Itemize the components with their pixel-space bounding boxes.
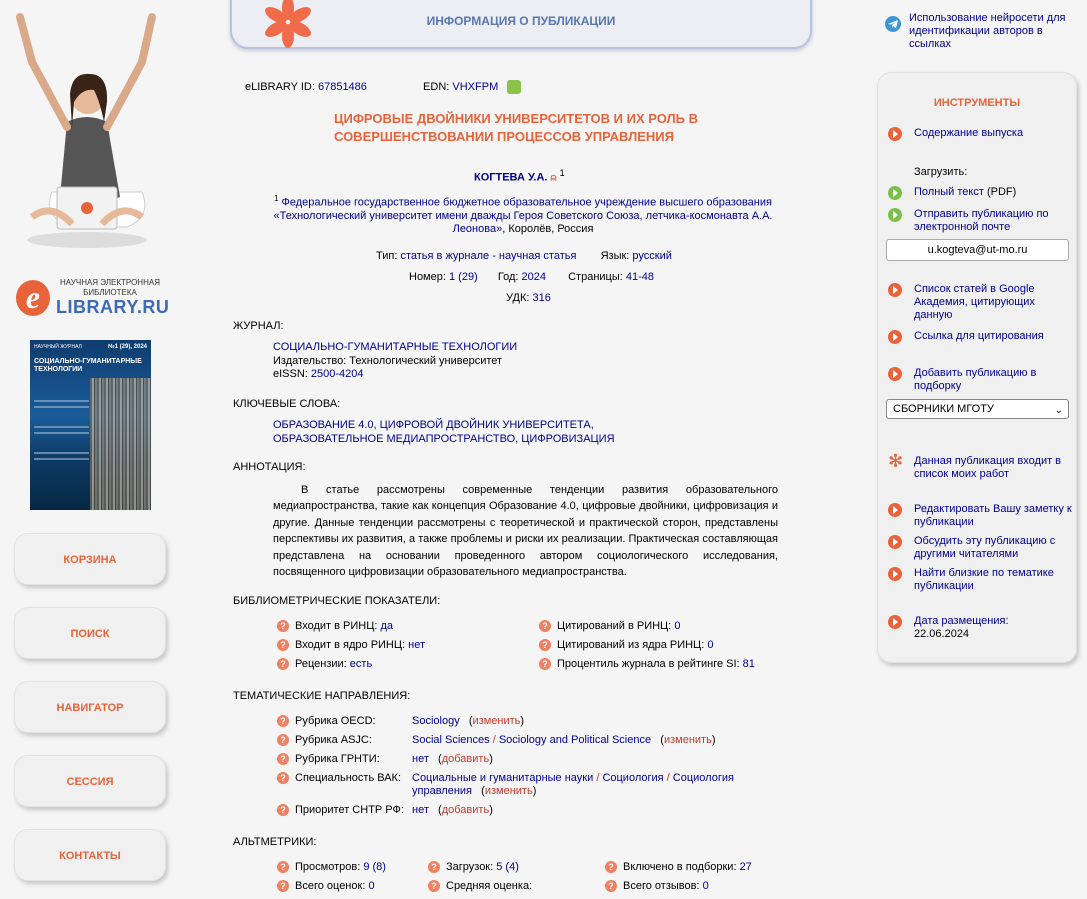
asterisk-icon: ✻ — [888, 451, 904, 471]
num-label: Номер: — [409, 271, 446, 283]
nav-session-button[interactable]: СЕССИЯ — [14, 755, 166, 807]
alt-label: Просмотров: — [295, 861, 361, 873]
arrow-icon — [888, 127, 902, 141]
mail-icon — [888, 208, 902, 222]
download-label: Загрузить: — [914, 166, 968, 178]
asjc-values: Social Sciences / Sociology and Political Science (изменить) — [412, 734, 716, 746]
help-icon[interactable]: ? — [539, 658, 551, 670]
sntr-row — [277, 804, 404, 816]
oecd-change-link[interactable]: изменить — [472, 715, 521, 727]
cover-title: СОЦИАЛЬНО-ГУМАНИТАРНЫЕ ТЕХНОЛОГИИ — [34, 358, 142, 373]
sntr-value: нет — [412, 804, 429, 816]
vak-values: Социальные и гуманитарные науки / Социология / Социология управления (изменить) — [412, 772, 734, 797]
alt-item — [277, 861, 386, 873]
cite-link[interactable]: Ссылка для цитирования — [914, 330, 1044, 342]
vak-link[interactable]: Социальные и гуманитарные науки — [412, 772, 594, 784]
type-label: Тип: — [376, 250, 398, 262]
email-field[interactable]: u.kogteva@ut-mo.ru — [886, 239, 1069, 261]
download-icon — [888, 186, 902, 200]
sntr-label: Приоритет СНТР РФ: — [295, 804, 404, 816]
type-value: статья в журнале - научная статья — [400, 250, 577, 262]
collection-select-value: СБОРНИКИ МГОТУ — [893, 403, 994, 415]
scholar-link[interactable]: Список статей в Google Академия, цитирующих данную — [914, 283, 1035, 321]
biblio-value: 0 — [674, 620, 681, 632]
alt-value: 5 (4) — [496, 861, 519, 873]
cover-line — [34, 400, 89, 402]
cover-line — [34, 452, 89, 454]
chevron-down-icon: ⌄ — [1054, 405, 1063, 416]
cover-label: НАУЧНЫЙ ЖУРНАЛ — [34, 344, 82, 350]
telegram-icon[interactable] — [885, 16, 901, 32]
alt-item — [605, 880, 709, 892]
pages-label: Страницы: — [568, 271, 623, 283]
logo-letter: e — [16, 280, 50, 316]
nav-contacts-button[interactable]: КОНТАКТЫ — [14, 829, 166, 881]
journal-name-link[interactable]: СОЦИАЛЬНО-ГУМАНИТАРНЫЕ ТЕХНОЛОГИИ — [273, 341, 518, 353]
cover-line — [34, 426, 89, 428]
altmetrics-heading: АЛЬТМЕТРИКИ: — [233, 836, 317, 848]
cover-line — [34, 406, 89, 408]
article-title: ЦИФРОВЫЕ ДВОЙНИКИ УНИВЕРСИТЕТОВ И ИХ РОЛЬ В СОВЕРШЕНСТВОВАНИИ ПРОЦЕССОВ УПРАВЛЕНИЯ — [334, 111, 698, 144]
year-value: 2024 — [521, 271, 546, 283]
grnti-values: нет (добавить) — [412, 753, 493, 765]
alt-value: 9 (8) — [363, 861, 386, 873]
tools-panel — [877, 72, 1077, 663]
help-icon[interactable]: ? — [277, 880, 289, 892]
biblio-value: 81 — [742, 658, 755, 670]
oecd-label: Рубрика OECD: — [295, 715, 376, 727]
sntr-values: нет (добавить) — [412, 804, 493, 816]
logo-tagline: НАУЧНАЯ ЭЛЕКТРОННАЯ БИБЛИОТЕКА — [60, 278, 160, 297]
alt-value: 0 — [368, 880, 375, 892]
oecd-link[interactable]: Sociology — [412, 715, 460, 727]
grnti-value: нет — [412, 753, 429, 765]
alt-value: 27 — [739, 861, 752, 873]
vak-link-cont[interactable]: управления — [412, 785, 472, 797]
arrow-icon — [888, 283, 902, 297]
vak-link[interactable]: Социология — [672, 772, 734, 784]
keywords-heading: КЛЮЧЕВЫЕ СЛОВА: — [233, 398, 341, 410]
arrow-icon — [888, 330, 902, 344]
my-works-link[interactable]: Данная публикация входит в список моих работ — [914, 455, 1062, 480]
help-icon[interactable]: ? — [277, 861, 289, 873]
elibrary-logo[interactable] — [16, 278, 176, 320]
cover-line — [34, 458, 89, 460]
alt-item — [605, 861, 752, 873]
logo-brand: LIBRARY.RU — [56, 297, 170, 317]
affiliation-link[interactable]: Федеральное государственное бюджетное образовательное учреждение высшего образования «Технологический университет имени дважды Героя Советского Союза, летчика-космонавта А.А. Леонова» — [273, 196, 773, 235]
help-icon[interactable]: ? — [605, 880, 617, 892]
fulltext-format: (PDF) — [983, 186, 1017, 198]
hero-image — [12, 2, 162, 252]
alt-label: Средняя оценка: — [446, 880, 533, 892]
affiliation-sup: 1 — [274, 194, 279, 203]
type-row — [376, 250, 672, 262]
journal-block — [273, 341, 517, 382]
help-icon[interactable]: ? — [277, 753, 289, 765]
author-sup: 1 — [559, 168, 565, 178]
eissn-label: eISSN: — [273, 368, 308, 380]
arrow-icon — [888, 567, 902, 581]
nav-search-button[interactable]: ПОИСК — [14, 607, 166, 659]
help-icon[interactable]: ? — [605, 861, 617, 873]
biblio-value: нет — [408, 639, 426, 651]
biblio-label: Входит в РИНЦ: — [295, 620, 378, 632]
qr-code-icon[interactable] — [507, 80, 521, 94]
alt-value: 0 — [702, 880, 709, 892]
elibrary-id[interactable]: 67851486 — [317, 80, 367, 93]
affiliation-place: , Королёв, Россия — [502, 222, 594, 235]
biblio-value: 0 — [707, 639, 714, 651]
asjc-label: Рубрика ASJC: — [295, 734, 372, 746]
biblio-item — [539, 639, 713, 651]
alt-label: Всего оценок: — [295, 880, 366, 892]
biblio-label: Цитирований из ядра РИНЦ: — [557, 639, 705, 651]
journal-heading: ЖУРНАЛ: — [233, 320, 284, 332]
tools-heading: ИНСТРУМЕНТЫ — [933, 97, 1021, 109]
help-icon[interactable]: ? — [428, 861, 440, 873]
help-icon[interactable]: ? — [428, 880, 440, 892]
biblio-label: Рецензии: — [295, 658, 347, 670]
eissn-link[interactable]: 2500-4204 — [310, 368, 364, 380]
page-title: ИНФОРМАЦИЯ О ПУБЛИКАЦИИ — [426, 14, 616, 28]
page-header — [230, 0, 812, 49]
alt-label: Всего отзывов: — [623, 880, 700, 892]
issue-contents-link[interactable]: Содержание выпуска — [914, 127, 1024, 139]
grnti-add-link[interactable]: добавить — [441, 753, 490, 765]
arrow-icon — [888, 535, 902, 549]
alt-item — [277, 880, 375, 892]
discuss-link[interactable]: Обсудить эту публикацию с другими читателями — [914, 535, 1056, 560]
person-icon[interactable]: ⍝ — [550, 172, 557, 184]
fulltext-link[interactable]: Полный текст — [914, 186, 984, 198]
arrow-icon — [888, 503, 902, 517]
asjc-row — [277, 734, 372, 746]
help-icon[interactable]: ? — [277, 620, 289, 632]
ids-row — [245, 80, 521, 94]
telegram-link[interactable]: Использование нейросети для идентификации авторов в ссылках — [909, 12, 1066, 50]
arrow-icon — [888, 615, 902, 629]
help-icon[interactable]: ? — [277, 639, 289, 651]
annotation-heading: АННОТАЦИЯ: — [233, 461, 306, 473]
biblio-label: Входит в ядро РИНЦ: — [295, 639, 406, 651]
journal-publisher: Издательство: Технологический университет — [273, 354, 503, 367]
num-value[interactable]: 1 (29) — [448, 271, 478, 283]
author-link[interactable]: КОГТЕВА У.А. — [474, 171, 548, 184]
biblio-item — [277, 639, 425, 651]
biblio-item — [277, 620, 393, 632]
alt-item — [428, 861, 519, 873]
oecd-values: Sociology (изменить) — [412, 715, 525, 727]
date-value: 22.06.2024 — [914, 628, 970, 640]
keywords-list[interactable]: ОБРАЗОВАНИЕ 4.0, ЦИФРОВОЙ ДВОЙНИК УНИВЕРСИТЕТА, ОБРАЗОВАТЕЛЬНОЕ МЕДИАПРОСТРАНСТВО, ЦИФРОВИЗАЦИЯ — [273, 419, 615, 445]
annotation-text — [273, 482, 778, 580]
annotation-body: В статье рассмотрены современные тенденции развития образовательного медиапространства, такие как концепция Образование 4.0, цифровые двойники, цифровизация и другие. Данные тенденции рассмотрены с теоретической и практической сторон, представлены перспективы их развития, а также проблемы и риски их реализации. Практическая составляющая представлена на основании проведенного автором социологического исследования, посвященного цифровизации образовательного медиапространства. — [273, 484, 778, 579]
issue-row — [409, 271, 654, 283]
edit-note-link[interactable]: Редактировать Вашу заметку к публикации — [914, 503, 1072, 528]
arrow-icon — [888, 367, 902, 381]
asjc-link[interactable]: Social Sciences — [412, 734, 490, 746]
vak-change-link[interactable]: изменить — [484, 785, 533, 797]
alt-item — [428, 880, 532, 892]
help-icon[interactable]: ? — [277, 804, 289, 816]
udk-value: 316 — [532, 292, 551, 304]
asjc-change-link[interactable]: изменить — [663, 734, 712, 746]
date-label: Дата размещения: — [914, 615, 1009, 627]
biblio-item — [277, 658, 372, 670]
grnti-label: Рубрика ГРНТИ: — [295, 753, 380, 765]
help-icon[interactable]: ? — [539, 639, 551, 651]
sntr-add-link[interactable]: добавить — [441, 804, 490, 816]
help-icon[interactable]: ? — [277, 772, 289, 784]
vak-link[interactable]: Социология — [602, 772, 664, 784]
lang-value: русский — [632, 250, 672, 262]
nav-navigator-button[interactable]: НАВИГАТОР — [14, 681, 166, 733]
collection-select[interactable] — [886, 399, 1069, 419]
grnti-row — [277, 753, 380, 765]
help-icon[interactable]: ? — [277, 658, 289, 670]
edn-value[interactable]: VHXFPM — [452, 80, 499, 93]
biblio-item — [539, 658, 755, 670]
udk-label: УДК: — [506, 292, 530, 304]
add-collection-link[interactable]: Добавить публикацию в подборку — [914, 367, 1037, 392]
oecd-row — [277, 715, 376, 727]
similar-link[interactable]: Найти близкие по тематике публикации — [914, 567, 1054, 592]
biblio-label: Цитирований в РИНЦ: — [557, 620, 672, 632]
lang-label: Язык: — [600, 250, 630, 262]
biblio-value[interactable]: есть — [349, 658, 373, 670]
alt-label: Загрузок: — [446, 861, 494, 873]
cover-line — [34, 432, 89, 434]
help-icon[interactable]: ? — [539, 620, 551, 632]
udk-row — [506, 292, 551, 304]
biblio-value: да — [380, 620, 394, 632]
help-icon[interactable]: ? — [277, 734, 289, 746]
help-icon[interactable]: ? — [277, 715, 289, 727]
asjc-link[interactable]: Sociology and Political Science — [498, 734, 652, 746]
author-row — [474, 168, 565, 184]
vak-label: Специальность ВАК: — [295, 772, 402, 784]
vak-row — [277, 772, 401, 784]
elibrary-id-label: eLIBRARY ID: — [245, 80, 315, 93]
biblio-item — [539, 620, 680, 632]
alt-label: Включено в подборки: — [623, 861, 737, 873]
send-email-link[interactable]: Отправить публикацию по электронной почте — [914, 208, 1049, 233]
journal-cover[interactable] — [30, 340, 151, 510]
biblio-label: Процентиль журнала в рейтинге SI: — [557, 658, 740, 670]
nav-cart-button[interactable]: КОРЗИНА — [14, 533, 166, 585]
cover-shelf-image — [90, 378, 151, 510]
pages-value: 41-48 — [625, 271, 655, 283]
cover-issue: №1 (29), 2024 — [107, 344, 147, 350]
year-label: Год: — [497, 271, 519, 283]
biblio-heading: БИБЛИОМЕТРИЧЕСКИЕ ПОКАЗАТЕЛИ: — [233, 595, 441, 607]
edn-label: EDN: — [423, 80, 450, 93]
affiliation — [273, 192, 773, 236]
thematic-heading: ТЕМАТИЧЕСКИЕ НАПРАВЛЕНИЯ: — [233, 690, 411, 702]
